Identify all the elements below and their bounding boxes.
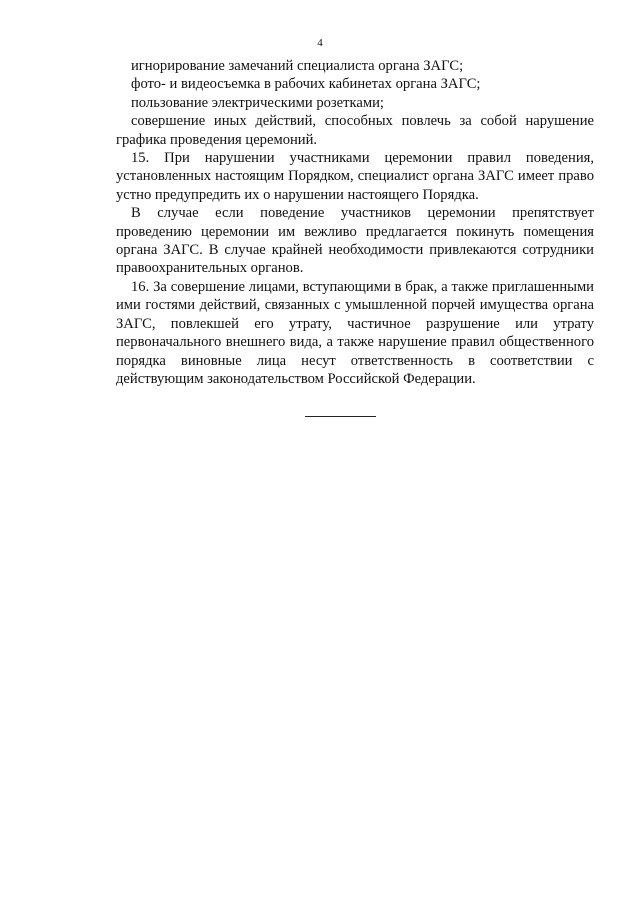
paragraph-ceremony-obstruction: В случае если поведение участников церемонии препятствует проведению церемонии им вежливо предлагается покинуть помещения органа ЗАГС. В случае крайней необходимости привлекаются сотрудники правоохранительных органов. — [116, 205, 594, 277]
list-item-other-actions: совершение иных действий, способных повлечь за собой нарушение графика проведения церемоний. — [116, 113, 594, 148]
end-separator-line — [305, 416, 376, 417]
paragraph-16: 16. За совершение лицами, вступающими в брак, а также приглашенными ими гостями действий, связанных с умышленной порчей имущества органа ЗАГС, повлекшей его утрату, частичное разрушение или утрату первоначального внешнего вида, а также нарушение правил общественного порядка виновные лица несут ответственность в соответствии с действующим законодательством Российской Федерации. — [116, 278, 594, 387]
document-body — [116, 57, 594, 388]
page-number: 4 — [317, 37, 323, 49]
list-item-ignoring-remarks: игнорирование замечаний специалиста органа ЗАГС; — [131, 58, 464, 74]
list-item-photo-video: фото- и видеосъемка в рабочих кабинетах органа ЗАГС; — [131, 76, 481, 93]
list-item-sockets: пользование электрическими розетками; — [131, 94, 384, 111]
paragraph-15: 15. При нарушении участниками церемонии правил поведения, установленных настоящим Порядком, специалист органа ЗАГС имеет право устно предупредить их о нарушении настоящего Порядка. — [116, 150, 594, 203]
